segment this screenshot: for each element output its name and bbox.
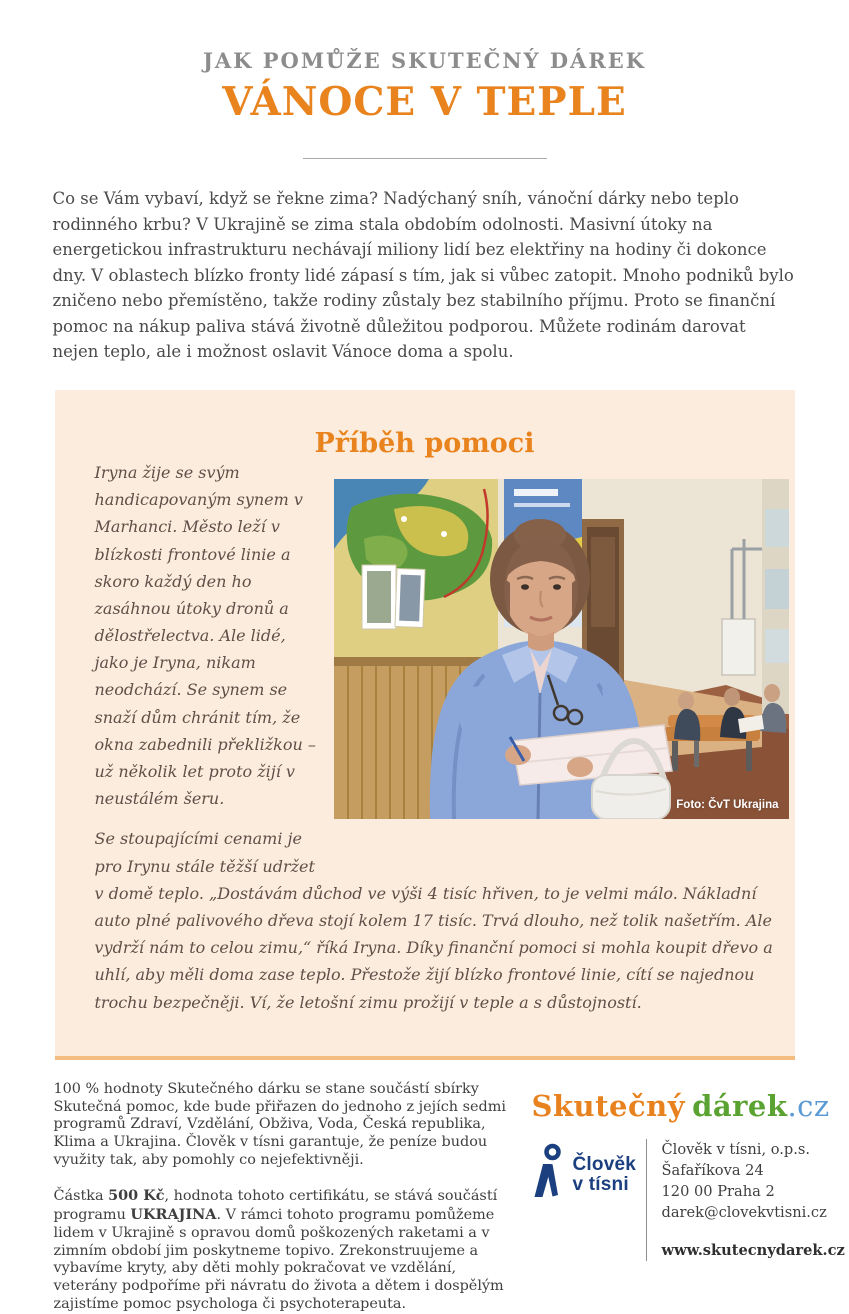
contact-email[interactable]: darek@clovekvtisni.cz bbox=[661, 1204, 827, 1222]
footer-paragraph-1: 100 % hodnoty Skutečného dárku se stane součástí sbírky Skutečná pomoc, kde bude přiřazen do jednoho z jejích sedmi programů Zdraví, Vzdělání, Obživa, Voda, Česká republika, Klima a Ukrajina. Člověk v tísni garantuje, že peníze budou využity tak, aby pomohly co nejefektivněji. bbox=[53, 1080, 506, 1169]
page-title: VÁNOCE V TEPLE bbox=[222, 79, 627, 125]
website-link[interactable]: www.skutecnydarek.cz bbox=[661, 1242, 845, 1260]
kicker-text: JAK POMŮŽE SKUTEČNÝ DÁREK bbox=[202, 48, 647, 73]
footer-paragraph-2 bbox=[54, 1187, 520, 1314]
brand-tld: .cz bbox=[787, 1088, 830, 1123]
contact-street: Šafaříkova 24 bbox=[661, 1161, 764, 1179]
footer-p2-text: Částka bbox=[53, 1187, 109, 1204]
cvt-line1: Člověk bbox=[572, 1153, 637, 1175]
story-paragraph-2: Se stoupajícími cenami je pro Irynu stále těžší udržet v domě teplo. „Dostávám důchod ve výši 4 tisíc hřiven, to je velmi málo. Nákladní auto plné palivového dřeva stojí kolem 17 tisíc. Trvá dlouho, než tolik našetřím. Ale vydrží nám to celou zimu,“ říká Iryna. Díky finanční pomoci si mohla koupit dřevo a uhlí, aby měli doma zase teplo. Přestože žijí blízko frontové linie, cítí se najednou trochu bezpečněji. Ví, že letošní zimu prožijí v teple a s důstojností. bbox=[94, 829, 773, 1012]
cvt-person-icon bbox=[530, 1143, 566, 1201]
intro-section bbox=[53, 186, 797, 365]
story-photo-illustration bbox=[334, 479, 789, 819]
skutecnydarek-logo bbox=[532, 1089, 845, 1123]
program-name: UKRAJINA bbox=[130, 1205, 217, 1223]
story-paragraph-1: Iryna žije se svým handicapovaným synem v Marhanci. Město leží v blízkosti frontové linie a skoro každý den ho zasáhnou útoky dronů a dělostřelectva. Ale lidé, jako je Iryna, nikam neodchází. Se synem se snaží dům chránit tím, že okna zabednili překližkou – už několik let proto žijí v neustálém šeru. bbox=[94, 462, 316, 809]
footer-text-column bbox=[54, 1081, 520, 1314]
footer-brand-column bbox=[530, 1081, 845, 1262]
brand-word-skutecny: Skutečný bbox=[531, 1088, 686, 1123]
story-photo bbox=[334, 479, 789, 819]
cvt-contact-row bbox=[530, 1139, 845, 1262]
contact-org: Člověk v tísni, o.p.s. bbox=[661, 1140, 811, 1158]
cvt-logo-text bbox=[573, 1155, 637, 1262]
footer-p2-text: , hodnota tohoto certifikátu, se stává součástí programu bbox=[53, 1187, 498, 1223]
page-footer bbox=[53, 1080, 845, 1314]
photo-caption: Foto: ČvT Ukrajina bbox=[676, 798, 779, 811]
intro-paragraph: Co se Vám vybaví, když se řekne zima? Nadýchaný sníh, vánoční dárky nebo teplo rodinného krbu? V Ukrajině se zima stala obdobím odolnosti. Masivní útoky na energetickou infrastrukturu nechávají miliony lidí bez elektřiny na hodiny či dokonce dny. V oblastech blízko fronty lidé zápasí s tím, jak si vůbec zatopit. Mnoho podniků bylo zničeno nebo přemístěno, takže rodiny zůstaly bez stabilního příjmu. Proto se finanční pomoc na nákup paliva stává životně důležitou podporou. Můžete rodinám darovat nejen teplo, ale i možnost oslavit Vánoce doma a spolu. bbox=[52, 189, 794, 362]
story-heading: Příběh pomoci bbox=[314, 427, 535, 459]
contact-city: 120 00 Praha 2 bbox=[661, 1183, 775, 1200]
story-box bbox=[55, 390, 795, 1060]
title-divider bbox=[303, 158, 547, 159]
cvt-logo bbox=[530, 1139, 646, 1262]
ukraine-map-poster bbox=[334, 479, 498, 659]
cvt-line2: v tísni bbox=[572, 1174, 629, 1196]
contact-block bbox=[646, 1139, 845, 1262]
certificate-amount: 500 Kč bbox=[108, 1186, 165, 1204]
page-header bbox=[0, 0, 849, 159]
footer-p2-text: . V rámci tohoto programu pomůžeme lidem v Ukrajině s opravou domů poškozených raketami a v zimním období jim poskytneme topivo. Zrekonstruujeme a vybavíme kryty, aby děti mohly pokračovat ve vzdělání, veterány podpoříme při návratu do života a dětem i dospělým zajistíme pomoc psychologa či psychoterapeuta. bbox=[53, 1206, 504, 1313]
brand-word-darek: dárek bbox=[692, 1088, 788, 1123]
